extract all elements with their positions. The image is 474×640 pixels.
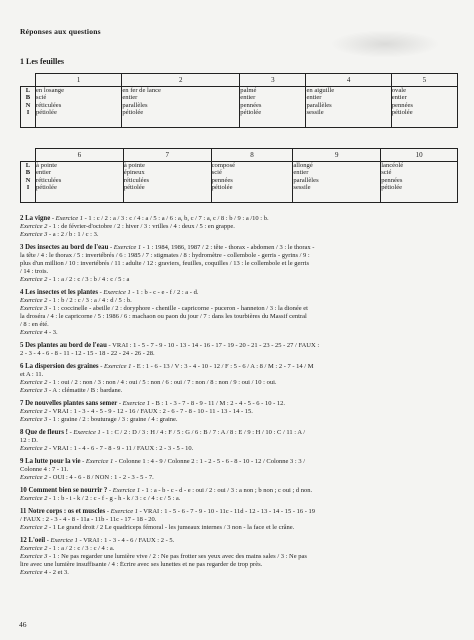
answer-text: - 1 : C / 2 : D / 3 : H / 4 : F / 5 : G / 6 : B / 7 : A / 8 : E / 9 : H / 10 : C / 11 : A / <box>100 429 306 436</box>
section-heading: 2 La vigne <box>20 215 51 222</box>
column-header: 1 <box>36 74 122 87</box>
answer-section <box>20 342 460 358</box>
answer-line <box>20 215 460 223</box>
answer-text: - 1 : c / 2 : a / 3 : c / 4 : a / 5 : a / 6 : a, b, c / 7 : a, c / 8 : b / 9 : a /10 : b. <box>83 215 269 222</box>
exercise-label: Exercice 2 <box>20 276 48 283</box>
answer-line <box>20 569 460 577</box>
answer-text: - <box>97 289 104 296</box>
answer-line <box>20 466 460 474</box>
leaf-attribute: composé <box>211 162 236 169</box>
answer-line <box>20 252 460 260</box>
answer-line <box>20 276 460 284</box>
answer-line <box>20 223 460 231</box>
leaf-cell <box>211 162 293 203</box>
leaf-attribute: pétiolée <box>211 184 233 192</box>
answer-text: / FAUX : 2 - 3 - 4 - 8 - 11a - 11b - 11c - 17 - 18 - 20. <box>20 516 157 523</box>
answer-line <box>20 379 460 387</box>
column-header: 9 <box>293 149 381 162</box>
answer-text: - a : 2 / b : 1 / c : 3. <box>47 231 99 238</box>
row-letters <box>21 162 36 203</box>
answer-line <box>20 524 460 532</box>
exercise-label: Exercice 4 <box>20 569 48 576</box>
row-letter: I <box>26 109 30 117</box>
answer-text: - 1 : b - i - k / 2 : c - f - g - h - k / 3 : c / 4 : c / 5 : a. <box>47 495 181 502</box>
leaf-attribute: parallèles <box>306 101 332 109</box>
row-letter: I <box>26 184 30 192</box>
exercise-label: Exercice 1 <box>50 537 78 544</box>
section-heading: 3 Des insectes au bord de l'eau <box>20 244 109 251</box>
answer-line <box>20 458 460 466</box>
exercise-label: Exercice 2 <box>20 524 48 531</box>
answer-line <box>20 537 460 545</box>
answer-line <box>20 437 460 445</box>
leaf-attribute: entier <box>122 94 138 102</box>
leaf-attribute: à pointe <box>36 162 58 169</box>
answer-section <box>20 537 460 577</box>
exercise-label: Exercice 1 <box>113 244 142 251</box>
answer-text: - VRAI : 1 - 5 - 7 - 9 - 10 - 13 - 14 - 16 - 17 - 19 - 20 - 21 - 23 - 25 - 27 / FAUX : <box>106 342 320 349</box>
answer-text: - 1 : oui / 2 : non / 3 : non / 4 : oui / 5 : non / 6 : oui / 7 : non / 8 : non / 9 : oui / 10 : oui. <box>47 379 277 386</box>
answer-text: - 1 : coccinelle - abeille / 2 : doryphore - chenille - capricorne - puceron - hanneton / 3 : la dionée et <box>47 305 308 312</box>
answer-line <box>20 508 460 516</box>
section-heading: 5 Des plantes au bord de l'eau <box>20 342 107 349</box>
answer-text: - 1 : 1984, 1986, 1987 / 2 : tête - thorax - abdomen / 3 : le thorax - <box>141 244 315 251</box>
leaf-attribute: pétiolée <box>36 109 57 117</box>
answer-section <box>20 508 460 532</box>
answer-text: - 1 : Ne pas regarder une lumière vive / 2 : Ne pas frotter ses yeux avec des mains sales / 3 : Ne pas <box>47 553 307 560</box>
answer-text: plus d'un million / 10 : invertébrés / 11 : adulte / 12 : graviers, feuilles, coquilles / 13 : le collembole et le gerris <box>20 260 310 267</box>
exercise-label: Exercice 2 <box>20 297 48 304</box>
leaf-cell <box>306 87 391 128</box>
answer-text: - 1 : a - b - c - d - e : oui / 2 : oui / 3 : a non ; b non ; c oui ; d non. <box>140 487 313 494</box>
answer-line <box>20 487 460 495</box>
answer-text: - VRAI : 1 - 3 - 4 - 6 / FAUX : 2 - 5. <box>77 537 175 544</box>
exercise-label: Exercice 3 <box>20 305 48 312</box>
page-number: 46 <box>19 620 27 629</box>
leaf-attribute: entier <box>306 94 322 102</box>
row-letter: N <box>25 176 31 184</box>
answer-text: / 8 : en été. <box>20 321 49 328</box>
leaf-attribute: pétiolée <box>381 184 403 192</box>
leaf-attribute: entier <box>240 94 256 102</box>
leaf-attribute: épineux <box>123 169 145 177</box>
answer-line <box>20 350 460 358</box>
answer-line <box>20 474 460 482</box>
exercise-label: Exercice 2 <box>20 408 48 415</box>
answer-line <box>20 545 460 553</box>
answer-line <box>20 342 460 350</box>
leaf-cell <box>381 162 458 203</box>
column-header: 7 <box>123 149 211 162</box>
leaf-attribute: à pointe <box>123 162 145 169</box>
answer-section <box>20 458 460 482</box>
exercise-label: Exercice 3 <box>20 231 48 238</box>
answer-section <box>20 363 460 395</box>
answer-text: lire avec une lumière insuffisante / 4 : Écrire avec ses lunettes et ne pas regarder de trop près. <box>20 561 263 568</box>
leaf-attribute: lancéolé <box>381 162 404 169</box>
section-heading: 7 De nouvelles plantes sans semer <box>20 400 118 407</box>
leaf-attribute: entier <box>391 94 407 102</box>
table-corner <box>21 149 36 162</box>
answer-text: 2 - 3 - 4 - 6 - 8 - 11 - 12 - 15 - 18 - 22 - 24 - 26 - 28. <box>20 350 155 357</box>
leaf-attribute: en losange <box>36 87 65 94</box>
section-heading: 11 Notre corps : os et muscles <box>20 508 106 515</box>
answer-text: - 1 : b / 2 : c / 3 : a / 4 : d / 5 : b. <box>47 297 132 304</box>
exercise-label: Exercice 2 <box>20 445 48 452</box>
leaf-attribute: scié <box>211 169 222 177</box>
answer-line <box>20 371 460 379</box>
exercise-label: Exercice 1 <box>122 400 151 407</box>
row-letter: L <box>25 87 31 94</box>
column-header: 4 <box>306 74 391 87</box>
leaf-attribute: pennées <box>381 176 403 184</box>
answer-text: - <box>98 363 104 370</box>
answer-line <box>20 260 460 268</box>
answer-line <box>20 305 460 313</box>
answer-line <box>20 244 460 252</box>
leaf-attribute: entier <box>36 169 52 177</box>
answer-text: - <box>67 429 74 436</box>
leaf-cell <box>240 87 306 128</box>
answer-text: - 1 : de février-d'octobre / 2 : hiver / 3 : vrilles / 4 : deux / 5 : en grappe. <box>47 223 235 230</box>
answer-text: - <box>108 244 114 251</box>
answer-section <box>20 289 460 337</box>
answer-line <box>20 445 460 453</box>
leaf-attribute: pétiolée <box>122 109 144 117</box>
leaf-attribute: en aiguille <box>306 87 335 94</box>
answer-text: 12 : D. <box>20 437 38 444</box>
exercise-label: Exercice 1 <box>103 363 132 370</box>
answers-list <box>20 215 460 582</box>
exercise-label: Exercice 1 <box>112 487 141 494</box>
answer-text: - 1 : graine / 2 : bouturage / 3 : graine / 4 : graine. <box>47 416 178 423</box>
answer-text: - <box>45 537 51 544</box>
answer-line <box>20 329 460 337</box>
answer-text: - VRAI : 1 - 5 - 6 - 7 - 9 - 10 - 11c - 11d - 12 - 13 - 14 - 15 - 16 - 19 <box>138 508 316 515</box>
leaves-table-1 <box>20 73 458 128</box>
leaf-attribute: palmé <box>240 87 257 94</box>
leaf-attribute: réticulées <box>36 101 62 109</box>
answer-line <box>20 495 460 503</box>
leaf-attribute: pétiolée <box>240 109 262 117</box>
answer-text: - 1 : a / 2 : c / 3 : c / 4 : a. <box>47 545 115 552</box>
exercise-label: Exercice 2 <box>20 379 48 386</box>
leaf-attribute: pennées <box>211 176 233 184</box>
leaves-table-2 <box>20 148 458 203</box>
exercise-label: Exercice 2 <box>20 545 48 552</box>
exercise-label: Exercice 2 <box>20 474 48 481</box>
leaf-attribute: allongé <box>293 162 313 169</box>
leaf-attribute: sessile <box>293 184 311 192</box>
column-header: 8 <box>211 149 293 162</box>
leaf-attribute: pétiolée <box>36 184 57 192</box>
exercise-label: Exercice 3 <box>20 553 48 560</box>
section-heading: 12 L'oeil <box>20 537 46 544</box>
answer-line <box>20 387 460 395</box>
leaf-attribute: pétiolée <box>391 109 413 117</box>
answer-line <box>20 321 460 329</box>
answer-text: - 2 et 3. <box>47 569 69 576</box>
answer-section <box>20 400 460 424</box>
leaf-attribute: sessile <box>306 109 324 117</box>
answer-text: - OUI : 4 - 6 - 8 / NON : 1 - 2 - 3 - 5 - 7. <box>47 474 154 481</box>
answer-text: - <box>80 458 86 465</box>
answer-section <box>20 429 460 453</box>
answer-line <box>20 416 460 424</box>
leaf-cell <box>122 87 240 128</box>
column-header: 2 <box>122 74 240 87</box>
section-heading-leaves: 1 Les feuilles <box>20 57 64 66</box>
column-header: 10 <box>381 149 458 162</box>
answer-line <box>20 408 460 416</box>
leaf-attribute: scié <box>381 169 392 177</box>
column-header: 6 <box>36 149 124 162</box>
leaf-attribute: entier <box>293 169 309 177</box>
leaf-attribute: pennées <box>391 101 413 109</box>
answer-text: Colonne 4 : 7 - 11. <box>20 466 69 473</box>
leaf-attribute: parallèles <box>293 176 319 184</box>
exercise-label: Exercice 4 <box>20 329 48 336</box>
answer-text: - <box>107 487 113 494</box>
answer-text: - <box>50 215 56 222</box>
answer-line <box>20 313 460 321</box>
answer-text: - 1 Le grand droit / 2 Le quadriceps fémoral - les jumeaux internes / 3 non - la face et le crâne. <box>47 524 295 531</box>
page-title: Réponses aux questions <box>20 27 101 36</box>
table-corner <box>21 74 36 87</box>
answer-text: - VRAI : 1 - 4 - 6 - 7 - 8 - 9 - 11 / FAUX : 2 - 3 - 5 - 10. <box>47 445 194 452</box>
section-heading: 8 Que de fleurs ! <box>20 429 68 436</box>
answer-line <box>20 400 460 408</box>
exercise-label: Exercice 1 <box>73 429 101 436</box>
answer-line <box>20 516 460 524</box>
answer-section <box>20 487 460 503</box>
answer-text: la tête / 4 : le thorax / 5 : invertébrés / 6 : 1985 / 7 : stigmates / 8 : hydromètre - collembole - gerris - gyrins / 9 : <box>20 252 310 259</box>
answer-text: et A : 11. <box>20 371 44 378</box>
leaf-attribute: parallèles <box>122 101 148 109</box>
leaf-attribute: pennées <box>240 101 262 109</box>
section-heading: 9 La lutte pour la vie <box>20 458 81 465</box>
answer-section <box>20 244 460 284</box>
exercise-label: Exercice 1 <box>103 289 131 296</box>
answer-text: - 1 : a / 2 : c / 3 : b / 4 : c / 5 : a <box>47 276 130 283</box>
exercise-label: Exercice 1 <box>55 215 84 222</box>
section-heading: 6 La dispersion des graines <box>20 363 99 370</box>
answer-line <box>20 268 460 276</box>
leaf-cell <box>36 162 124 203</box>
answer-line <box>20 429 460 437</box>
answer-text: la droséra / 4 : le capricorne / 5 : 1986 / 6 : machaon ou paon du jour / 7 : dans les tourbières du Massif central <box>20 313 307 320</box>
answer-line <box>20 553 460 561</box>
exercise-label: Exercice 3 <box>20 416 48 423</box>
row-letter: N <box>25 101 31 109</box>
scan-smudge <box>330 30 440 58</box>
leaf-attribute: en fer de lance <box>122 87 161 94</box>
answer-text: - A : clématite / B : bardane. <box>47 387 123 394</box>
leaf-attribute: pétiolée <box>123 184 145 192</box>
leaf-cell <box>123 162 211 203</box>
answer-line <box>20 363 460 371</box>
row-letter: B <box>25 169 31 177</box>
exercise-label: Exercice 1 <box>110 508 138 515</box>
answer-text: - B : 1 - 3 - 7 - 8 - 9 - 11 / M : 2 - 4 - 5 - 6 - 10 - 12. <box>150 400 286 407</box>
leaf-attribute: scié <box>36 94 47 102</box>
exercise-label: Exercice 1 <box>85 458 114 465</box>
exercise-label: Exercice 2 <box>20 223 48 230</box>
leaf-cell <box>391 87 457 128</box>
answer-text: - E : 1 - 6 - 13 / V : 3 - 4 - 10 - 12 / F : 5 - 6 / A : 8 / M : 2 - 7 - 14 / M <box>131 363 314 370</box>
answer-text: - <box>117 400 123 407</box>
row-letter: B <box>25 94 31 102</box>
answer-text: - 1 : b - c - e - f / 2 : a - d. <box>130 289 199 296</box>
leaf-cell <box>36 87 122 128</box>
answer-text: - Colonne 1 : 4 - 9 / Colonne 2 : 1 - 2 - 5 - 6 - 8 - 10 - 12 / Colonne 3 : 3 / <box>113 458 306 465</box>
column-header: 3 <box>240 74 306 87</box>
exercise-label: Exercice 3 <box>20 387 48 394</box>
answer-text: - 3. <box>47 329 58 336</box>
answer-line <box>20 297 460 305</box>
answer-line <box>20 561 460 569</box>
section-heading: 4 Les insectes et les plantes <box>20 289 98 296</box>
column-header: 5 <box>391 74 457 87</box>
leaf-attribute: réticulées <box>36 176 62 184</box>
row-letter: L <box>25 162 31 169</box>
leaf-attribute: réticulées <box>123 176 150 184</box>
section-heading: 10 Comment bien se nourrir ? <box>20 487 108 494</box>
leaf-cell <box>293 162 381 203</box>
leaf-attribute: ovale <box>391 87 407 94</box>
answer-section <box>20 215 460 239</box>
answer-line <box>20 289 460 297</box>
answer-text: / 14 : trois. <box>20 268 49 275</box>
exercise-label: Exercice 2 <box>20 495 48 502</box>
answer-text: - <box>105 508 111 515</box>
answer-text: - VRAI : 1 - 3 - 4 - 5 - 9 - 12 - 16 / FAUX : 2 - 6 - 7 - 8 - 10 - 11 - 13 - 14 - 15. <box>47 408 253 415</box>
row-letters <box>21 87 36 128</box>
answer-line <box>20 231 460 239</box>
